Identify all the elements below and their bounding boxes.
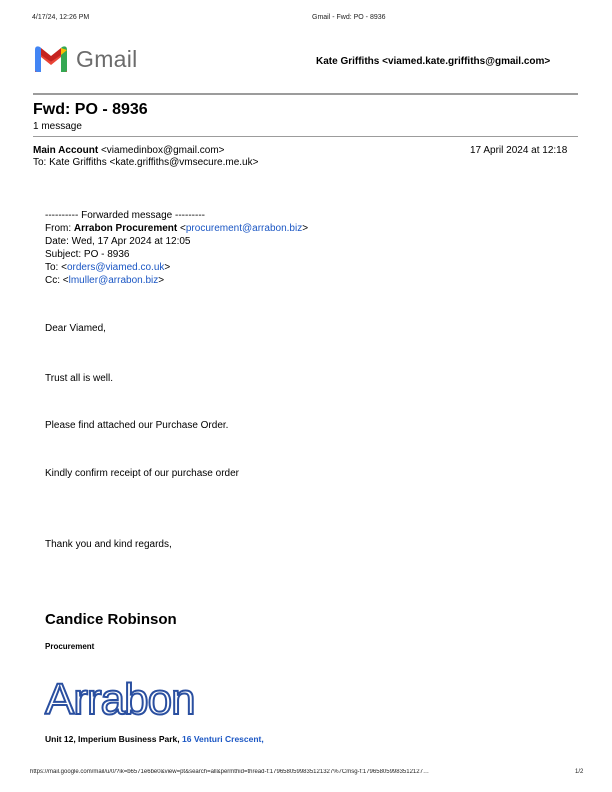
recipient-line: To: Kate Griffiths <kate.griffiths@vmsecure.me.uk> [33, 157, 259, 168]
fwd-to-email-link[interactable]: orders@viamed.co.uk [66, 262, 165, 273]
sender-name: Main Account [33, 145, 99, 156]
print-footer-url: https://mail.google.com/mail/u/0/?ik=b6571e6be0&view=pt&search=all&permthid=thread-f:1796580599835121327%7Cmsg-f:179658059983512127… [30, 769, 429, 775]
thread-subject: Fwd: PO - 8936 [33, 101, 148, 118]
print-title: Gmail - Fwd: PO - 8936 [312, 14, 386, 21]
fwd-to-label: To: [45, 262, 59, 273]
forwarded-divider: ---------- Forwarded message --------- [45, 210, 205, 221]
sender-line [33, 145, 225, 156]
body-line-1: Trust all is well. [45, 373, 113, 384]
fwd-subject: Subject: PO - 8936 [45, 249, 130, 260]
fwd-cc-line: Cc: <lmuller@arrabon.biz> [45, 275, 165, 286]
account-email: Kate Griffiths <viamed.kate.griffiths@gmail.com> [316, 56, 551, 67]
arrabon-logo [44, 676, 209, 720]
body-greeting: Dear Viamed, [45, 323, 106, 334]
fwd-from-name: Arrabon Procurement [73, 223, 178, 234]
message-date: 17 April 2024 at 12:18 [470, 145, 568, 156]
sender-email: <viamedinbox@gmail.com> [100, 145, 225, 156]
fwd-from-email-link[interactable]: procurement@arrabon.biz [185, 223, 303, 234]
print-datetime: 4/17/24, 12:26 PM [32, 14, 90, 21]
signature-address [45, 734, 264, 744]
address-link[interactable]: 16 Venturi Crescent, [182, 734, 264, 744]
arrabon-logo-text: Arrabon [45, 676, 195, 720]
signature-name: Candice Robinson [45, 611, 177, 628]
fwd-cc-email-link[interactable]: lmuller@arrabon.biz [68, 275, 159, 286]
body-line-2: Please find attached our Purchase Order. [45, 420, 229, 431]
fwd-cc-label: Cc: [45, 275, 60, 286]
body-line-3: Kindly confirm receipt of our purchase order [45, 468, 239, 479]
gmail-logo-text: Gmail [76, 46, 138, 72]
print-page-number: 1/2 [575, 769, 584, 775]
fwd-date: Date: Wed, 17 Apr 2024 at 12:05 [45, 236, 191, 247]
signature-role: Procurement [45, 642, 95, 651]
fwd-from-line: From: Arrabon Procurement <procurement@arrabon.biz> [45, 223, 309, 234]
gmail-logo-icon [33, 44, 69, 74]
fwd-to-line: To: <orders@viamed.co.uk> [45, 262, 171, 273]
header-divider [33, 93, 578, 95]
fwd-from-label: From: [45, 223, 72, 234]
address-text: Unit 12, Imperium Business Park, [45, 734, 180, 744]
subject-divider [33, 136, 578, 137]
body-closing: Thank you and kind regards, [45, 539, 172, 550]
message-count: 1 message [33, 121, 82, 132]
